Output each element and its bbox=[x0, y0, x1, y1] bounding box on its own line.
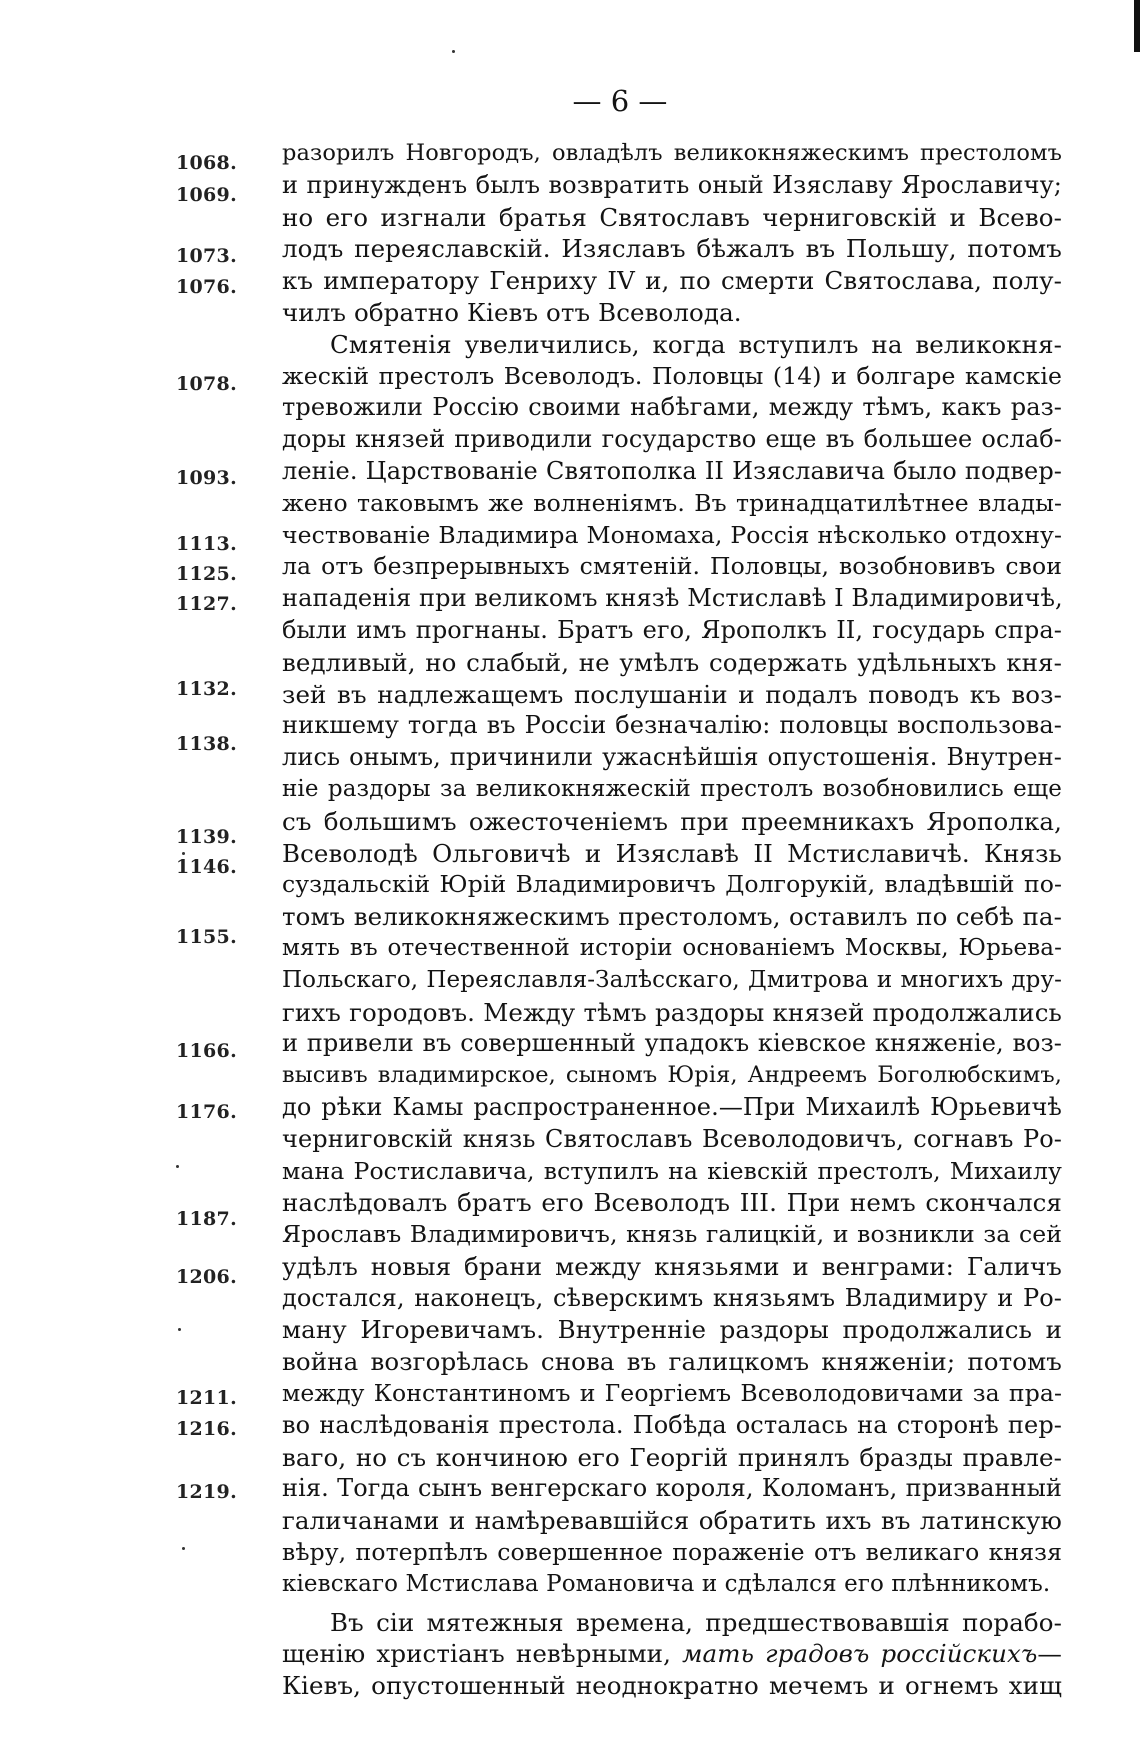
page-number: — 6 — bbox=[572, 84, 668, 118]
text-line: разорилъ Новгородъ, овладѣлъ великокняжескимъ престоломъ bbox=[282, 140, 1062, 166]
text-line: были имъ прогнаны. Братъ его, Ярополкъ II, государь спра- bbox=[282, 615, 1062, 644]
scan-speck bbox=[182, 1547, 185, 1550]
dash: — bbox=[1037, 1639, 1062, 1669]
year-note: 1146. bbox=[176, 856, 237, 878]
text-line: и принужденъ былъ возвратить оный Изяславу Ярославичу; bbox=[282, 170, 1062, 199]
text-line: удѣлъ новыя брани между князьями и венграми: Галичъ bbox=[282, 1251, 1062, 1281]
text-line: во наслѣдованія престола. Побѣда осталась на сторонѣ пер- bbox=[282, 1410, 1062, 1439]
year-note: 1206. bbox=[176, 1266, 237, 1288]
text-line: нія. Тогда сынъ венгерскаго короля, Коломанъ, призванный bbox=[282, 1474, 1062, 1503]
text-line: доры князей приводили государство еще въ большее ослаб- bbox=[282, 425, 1062, 454]
text-line: галичанами и намѣревавшійся обратить ихъ въ латинскую bbox=[282, 1506, 1062, 1536]
text-line: чествованіе Владимира Мономаха, Россія нѣсколько отдохну- bbox=[282, 520, 1062, 549]
text-line: высивъ владимирское, сыномъ Юрія, Андреемъ Боголюбскимъ, bbox=[282, 1062, 1062, 1089]
body-text bbox=[282, 138, 1062, 1702]
text-line: Всеволодѣ Ольговичѣ и Изяславѣ II Мстиславичѣ. Князь bbox=[282, 838, 1062, 868]
year-note: 1125. bbox=[176, 563, 237, 585]
year-note: 1069. bbox=[176, 184, 237, 206]
text-line: мана Ростиславича, вступилъ на кіевскій престолъ, Михаилу bbox=[282, 1156, 1062, 1185]
text-line: ману Игоревичамъ. Внутренніе раздоры продолжались и bbox=[282, 1315, 1062, 1345]
text-line: вѣру, потерпѣлъ совершенное пораженіе отъ великаго князя bbox=[282, 1538, 1062, 1567]
year-note: 1076. bbox=[176, 276, 237, 298]
scan-speck bbox=[176, 1165, 179, 1168]
text-line: зей въ надлежащемъ послушаніи и подалъ поводъ къ воз- bbox=[282, 679, 1062, 709]
year-note: 1068. bbox=[176, 152, 237, 174]
year-note: 1216. bbox=[176, 1418, 237, 1440]
text-line: достался, наконецъ, сѣверскимъ князьямъ Владимиру и Ро- bbox=[282, 1283, 1062, 1312]
year-note: 1176. bbox=[176, 1101, 237, 1123]
text-line: Ярославъ Владимировичъ, князь галицкій, и возникли за сей bbox=[282, 1220, 1062, 1249]
text-line: тревожили Россію своими набѣгами, между тѣмъ, какъ раз- bbox=[282, 393, 1062, 422]
text-line: и привели въ совершенный упадокъ кіевское княженіе, воз- bbox=[282, 1029, 1062, 1058]
margin-years bbox=[0, 0, 240, 1744]
text-line: нападенія при великомъ князѣ Мстиславѣ I Владимировичѣ, bbox=[282, 584, 1063, 613]
text-line: война возгорѣлась снова въ галицкомъ княженіи; потомъ bbox=[282, 1347, 1062, 1377]
italic-phrase: мать градовъ россійскихъ bbox=[682, 1639, 1038, 1669]
scan-speck bbox=[178, 1328, 181, 1331]
text-line: черниговскій князь Святославъ Всеволодовичъ, согнавъ Ро- bbox=[282, 1124, 1062, 1153]
text-line: Польскаго, Переяславля-Залѣсскаго, Дмитрова и многихъ дру- bbox=[282, 966, 1062, 993]
text-line: Кіевъ, опустошенный неоднократно мечемъ и огнемъ хищ bbox=[282, 1671, 1062, 1701]
text-line: кіевскаго Мстислава Романовича и сдѣлался его плѣнникомъ. bbox=[282, 1570, 1051, 1597]
text-line: чилъ обратно Кіевъ отъ Всеволода. bbox=[282, 297, 742, 327]
year-note: 1211. bbox=[176, 1387, 237, 1409]
text-line: томъ великокняжескимъ престоломъ, оставилъ по себѣ па- bbox=[282, 902, 1062, 932]
scan-speck bbox=[182, 852, 185, 855]
year-note: 1093. bbox=[176, 467, 237, 489]
text-line: къ императору Генриху IV и, по смерти Святослава, полу- bbox=[282, 266, 1062, 296]
text-line: ваго, но съ кончиною его Георгій принялъ бразды правле- bbox=[282, 1442, 1062, 1472]
text-line: леніе. Царствованіе Святополка II Изяславича было подвер- bbox=[282, 456, 1062, 485]
scan-edge-mark bbox=[1134, 0, 1140, 52]
text-line: съ большимъ ожесточеніемъ при преемникахъ Ярополка, bbox=[282, 806, 1062, 836]
text-line: лодъ переяславскій. Изяславъ бѣжалъ въ Польшу, потомъ bbox=[282, 234, 1062, 264]
text-line: никшему тогда въ Россіи безначалію: половцы воспользова- bbox=[282, 711, 1062, 740]
text-line: лись онымъ, причинили ужаснѣйшія опустошенія. Внутрен- bbox=[282, 743, 1062, 772]
text-line: жено таковымъ же волненіямъ. Въ тринадцатилѣтнее влады- bbox=[282, 488, 1062, 517]
year-note: 1127. bbox=[176, 593, 237, 615]
year-note: 1187. bbox=[176, 1208, 237, 1230]
paragraph-start-line: Въ сіи мятежныя времена, предшествовавшія порабо- bbox=[330, 1607, 1062, 1637]
paragraph-start-line: Смятенія увеличились, когда вступилъ на великокня- bbox=[330, 329, 1062, 359]
text-line: суздальскій Юрій Владимировичъ Долгорукій, владѣвшій по- bbox=[282, 870, 1062, 899]
text-span: щенію христіанъ невѣрными, bbox=[282, 1639, 671, 1669]
year-note: 1139. bbox=[176, 826, 237, 848]
text-line: ніе раздоры за великокняжескій престолъ возобновились еще bbox=[282, 775, 1062, 802]
year-note: 1132. bbox=[176, 678, 237, 700]
scan-speck bbox=[452, 50, 455, 53]
year-note: 1219. bbox=[176, 1481, 237, 1503]
text-line: жескій престолъ Всеволодъ. Половцы (14) и болгаре камскіе bbox=[282, 361, 1062, 390]
text-line: между Константиномъ и Георгіемъ Всеволодовичами за пра- bbox=[282, 1379, 1062, 1408]
year-note: 1113. bbox=[176, 533, 237, 555]
text-line: гихъ городовъ. Между тѣмъ раздоры князей продолжались bbox=[282, 997, 1062, 1027]
text-line: наслѣдовалъ братъ его Всеволодъ III. При немъ скончался bbox=[282, 1188, 1062, 1218]
text-line: мять въ отечественной исторіи основаніемъ Москвы, Юрьева- bbox=[282, 934, 1062, 961]
year-note: 1073. bbox=[176, 245, 237, 267]
year-note: 1138. bbox=[176, 733, 237, 755]
text-line: до рѣки Камы распространенное.—При Михаилѣ Юрьевичѣ bbox=[282, 1092, 1062, 1121]
year-note: 1166. bbox=[176, 1040, 237, 1062]
year-note: 1078. bbox=[176, 373, 237, 395]
text-line: ведливый, но слабый, не умѣлъ содержать удѣльныхъ кня- bbox=[282, 647, 1062, 677]
text-line: ла отъ безпрерывныхъ смятеній. Половцы, возобновивъ свои bbox=[282, 552, 1062, 581]
year-note: 1155. bbox=[176, 926, 237, 948]
text-line-with-italic bbox=[282, 1638, 1062, 1670]
text-line: но его изгнали братья Святославъ черниговскій и Всево- bbox=[282, 202, 1062, 232]
